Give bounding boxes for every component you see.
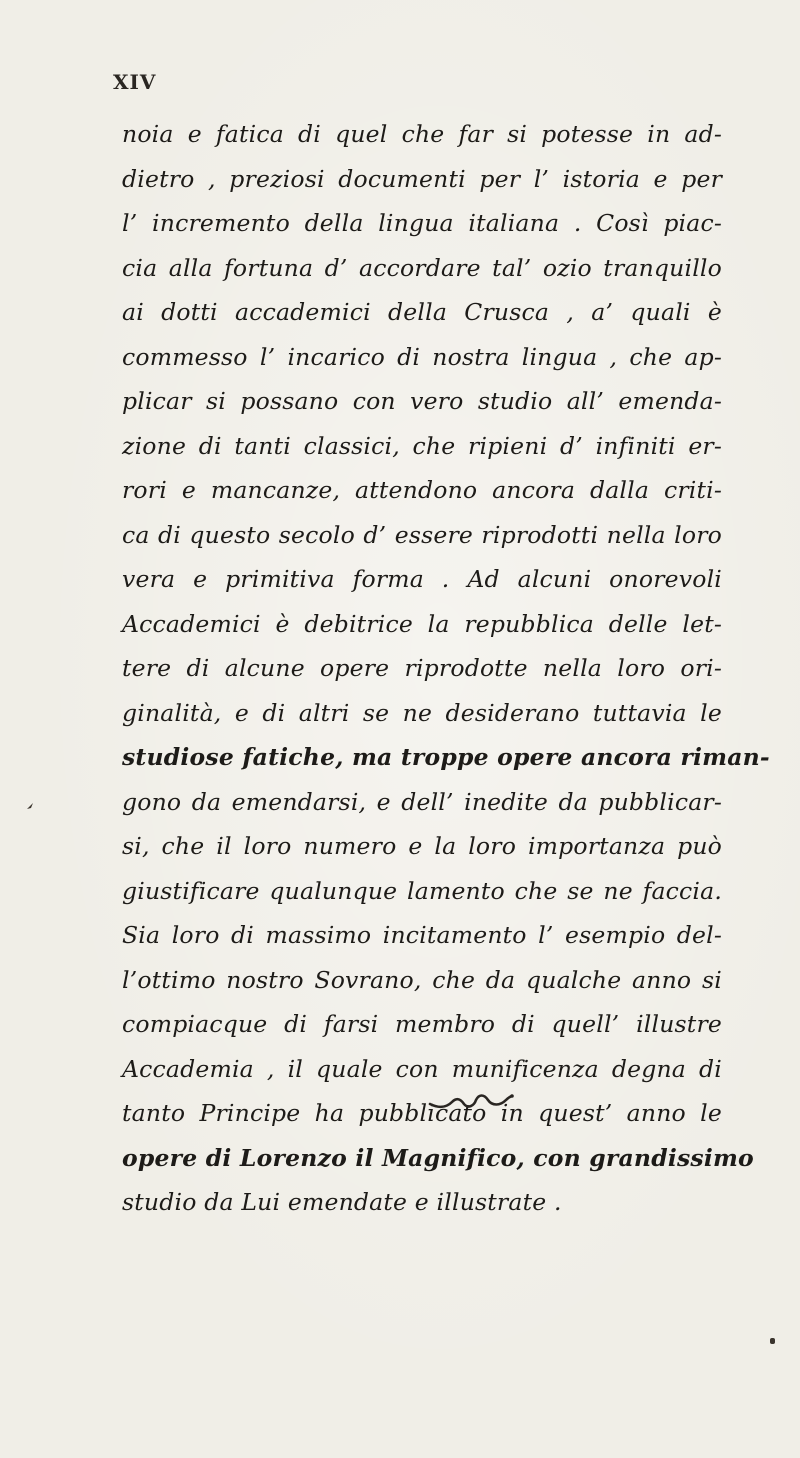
margin-mark-icon — [26, 802, 34, 810]
text-line: Sia loro di massimo incitamento l’ esempio del- — [122, 921, 722, 949]
text-line: studio da Lui emendate e illustrate . — [122, 1188, 562, 1216]
text-line: gono da emendarsi, e dell’ inedite da pubblicar- — [122, 787, 722, 816]
text-line: tere di alcune opere riprodotte nella loro ori- — [122, 654, 722, 682]
text-line: l’ottimo nostro Sovrano, che da qualche anno si — [122, 965, 722, 994]
text-line: commesso l’ incarico di nostra lingua , che ap- — [122, 342, 722, 371]
text-line: plicar si possano con vero studio all’ emenda- — [122, 387, 722, 415]
text-line: zione di tanti classici, che ripieni d’ infiniti er- — [122, 431, 722, 460]
tailpiece-ornament-icon — [426, 1090, 516, 1110]
text-line: giustificare qualunque lamento che se ne faccia. — [122, 876, 722, 905]
page-number: XIV — [113, 70, 157, 94]
text-line: Accademici è debitrice la repubblica delle let- — [122, 609, 722, 638]
text-line: dietro , preziosi documenti per l’ istoria e per — [122, 164, 722, 193]
text-line: ca di questo secolo d’ essere riprodotti nella loro — [122, 520, 722, 549]
text-line: vera e primitiva forma . Ad alcuni onorevoli — [122, 565, 722, 593]
text-line: studiose fatiche, ma troppe opere ancora riman- — [122, 743, 770, 771]
ink-speck — [770, 1338, 775, 1344]
text-line: compiacque di farsi membro di quell’ illustre — [122, 1010, 722, 1038]
text-line: si, che il loro numero e la loro importanza può — [122, 832, 722, 860]
text-line: l’ incremento della lingua italiana . Così piac- — [122, 209, 722, 237]
body-text — [122, 112, 770, 1225]
text-line: ai dotti accademici della Crusca , a’ quali è — [122, 298, 722, 326]
text-line: cia alla fortuna d’ accordare tal’ ozio tranquillo — [122, 253, 722, 282]
text-line: noia e fatica di quel che far si potesse in ad- — [122, 120, 722, 148]
text-line: tanto Principe ha pubblicato in quest’ anno le — [122, 1099, 722, 1127]
text-line: ginalità, e di altri se ne desiderano tuttavia le — [122, 698, 722, 727]
text-line: opere di Lorenzo il Magnifico, con grandissimo — [122, 1143, 754, 1172]
text-line: Accademia , il quale con munificenza degna di — [122, 1054, 722, 1083]
text-line: rori e mancanze, attendono ancora dalla criti- — [122, 476, 722, 504]
